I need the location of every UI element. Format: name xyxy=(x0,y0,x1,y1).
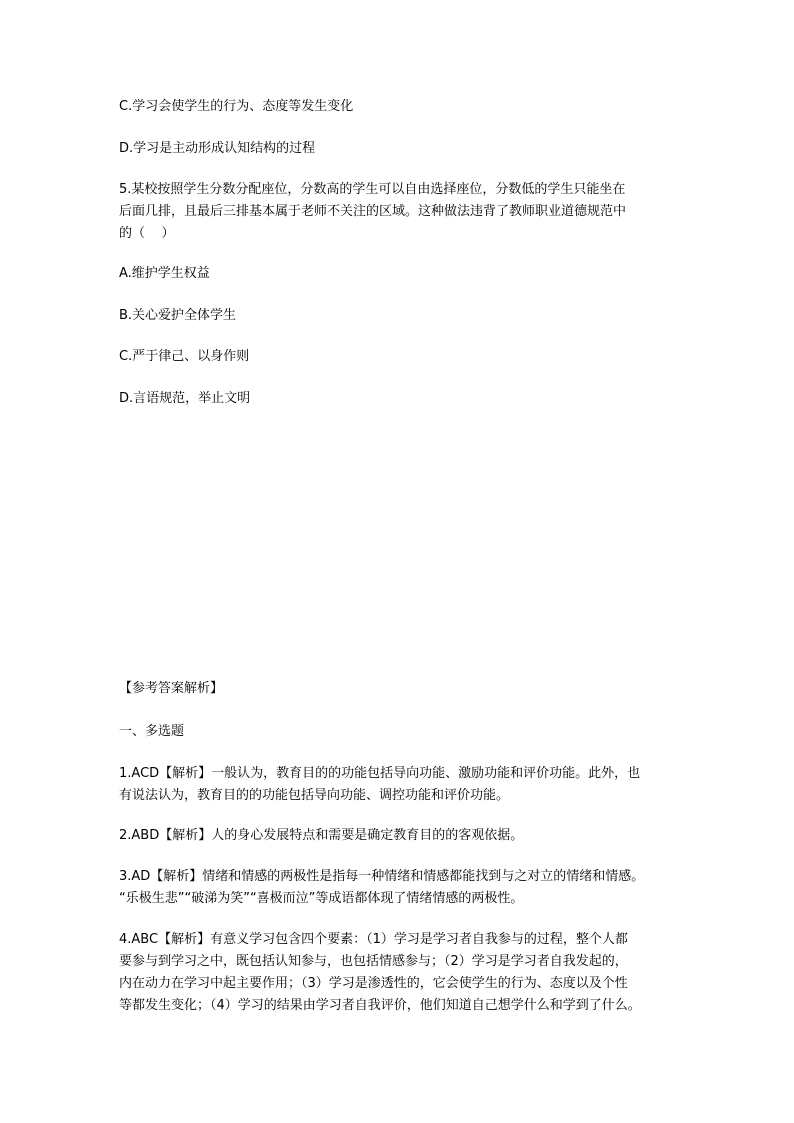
answer-line: 等都发生变化；（4）学习的结果由学习者自我评价，他们知道自己想学什么和学到了什么。 xyxy=(119,998,641,1013)
answer-line: 要参与到学习之中，既包括认知参与，也包括情感参与；（2）学习是学习者自我发起的， xyxy=(119,954,628,969)
question-5-option-b: B.关心爱护全体学生 xyxy=(119,308,237,323)
question-5-stem-line: 5.某校按照学生分数分配座位，分数高的学生可以自由选择座位，分数低的学生只能坐在 xyxy=(119,182,626,197)
answer-line: 2.ABD【解析】人的身心发展特点和需要是确定教育目的的客观依据。 xyxy=(119,828,524,843)
answer-item-1 xyxy=(119,763,685,807)
answer-line: 3.AD【解析】情绪和情感的两极性是指每一种情绪和情感都能找到与之对立的情绪和情感。 xyxy=(119,869,645,884)
question-5-option-d: D.言语规范，举止文明 xyxy=(119,391,251,406)
question-5-stem-line: 的（ ） xyxy=(119,226,175,241)
answers-section-title: 一、多选题 xyxy=(119,724,185,739)
question-5-stem-line: 后面几排，且最后三排基本属于老师不关注的区域。这种做法违背了教师职业道德规范中 xyxy=(119,204,627,219)
answers-heading: 【参考答案解析】 xyxy=(119,681,224,696)
question-5-stem xyxy=(119,179,685,245)
answer-item-3 xyxy=(119,866,685,910)
question-5-option-a: A.维护学生权益 xyxy=(119,266,210,281)
question-4-option-c: C.学习会使学生的行为、态度等发生变化 xyxy=(119,99,354,114)
answer-line: 内在动力在学习中起主要作用；（3）学习是渗透性的，它会使学生的行为、态度以及个性 xyxy=(119,976,628,991)
answer-line: 有说法认为，教育目的的功能包括导向功能、调控功能和评价功能。 xyxy=(119,788,510,803)
answer-line: “乐极生悲”“破涕为笑”“喜极而泣”等成语都体现了情绪情感的两极性。 xyxy=(119,891,524,906)
answer-line: 4.ABC【解析】有意义学习包含四个要素：（1）学习是学习者自我参与的过程，整个人都 xyxy=(119,932,628,947)
question-4-option-d: D.学习是主动形成认知结构的过程 xyxy=(119,141,316,156)
answer-line: 1.ACD【解析】一般认为，教育目的的功能包括导向功能、激励功能和评价功能。此外，也 xyxy=(119,766,641,781)
answer-item-4 xyxy=(119,929,685,1017)
answer-item-2 xyxy=(119,825,685,847)
question-5-option-c: C.严于律己、以身作则 xyxy=(119,349,250,364)
